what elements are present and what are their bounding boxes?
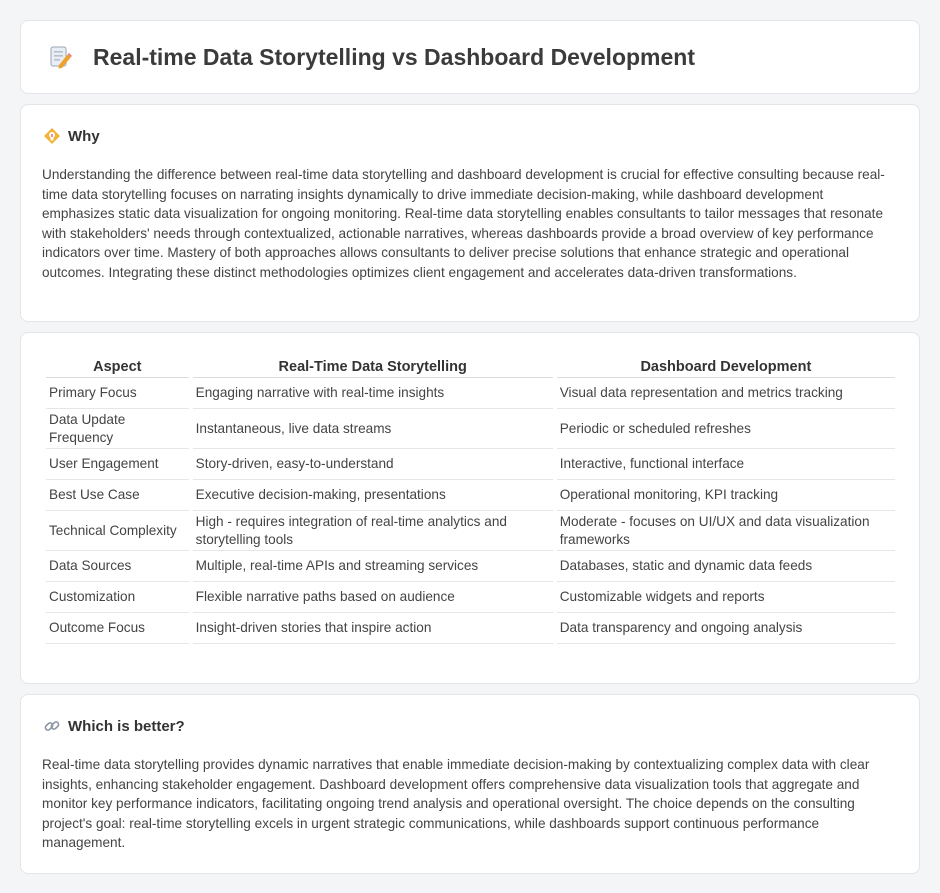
- table-row: [46, 582, 895, 613]
- real-time-cell: Executive decision-making, presentations: [193, 480, 553, 511]
- real-time-cell: Instantaneous, live data streams: [193, 409, 553, 449]
- real-time-cell: High - requires integration of real-time analytics and storytelling tools: [193, 511, 553, 551]
- which-is-better-title: Which is better?: [68, 717, 185, 735]
- real-time-cell: Flexible narrative paths based on audience: [193, 582, 553, 613]
- title-card: [20, 20, 920, 94]
- table-row: [46, 378, 895, 409]
- table-row: [46, 551, 895, 582]
- header-dashboard: Dashboard Development: [557, 355, 895, 378]
- dashboard-cell: Visual data representation and metrics tracking: [557, 378, 895, 409]
- aspect-cell: User Engagement: [46, 449, 189, 480]
- lightbulb-diamond-icon: [43, 127, 61, 145]
- table-header-row: [46, 355, 895, 378]
- aspect-cell: Best Use Case: [46, 480, 189, 511]
- dashboard-cell: Interactive, functional interface: [557, 449, 895, 480]
- aspect-cell: Customization: [46, 582, 189, 613]
- comparison-table: [42, 355, 899, 644]
- document-pen-icon: [47, 44, 73, 70]
- real-time-cell: Engaging narrative with real-time insights: [193, 378, 553, 409]
- dashboard-cell: Data transparency and ongoing analysis: [557, 613, 895, 644]
- aspect-cell: Outcome Focus: [46, 613, 189, 644]
- dashboard-cell: Databases, static and dynamic data feeds: [557, 551, 895, 582]
- dashboard-cell: Periodic or scheduled refreshes: [557, 409, 895, 449]
- why-text: Understanding the difference between real-time data storytelling and dashboard development is crucial for effective consulting because real-time data storytelling focuses on narrating insights dynamically to drive immediate decision-making, while dashboard development emphasizes static data visualization for ongoing monitoring. Real-time data storytelling enables consultants to tailor messages that resonate with stakeholders' needs through contextualized, actionable narratives, whereas dashboards provide a broad overview of key performance indicators over time. Mastery of both approaches allows consultants to deliver precise solutions that enhance strategic and operational outcomes. Integrating these distinct methodologies optimizes client engagement and accelerates data-driven transformations.: [42, 167, 885, 280]
- which-is-better-section: [20, 694, 920, 874]
- table-row: [46, 449, 895, 480]
- real-time-cell: Multiple, real-time APIs and streaming services: [193, 551, 553, 582]
- comparison-section: [20, 332, 920, 684]
- which-is-better-text: Real-time data storytelling provides dynamic narratives that enable immediate decision-making by contextualizing complex data with clear insights, enhancing stakeholder engagement. Dashboard development offers comprehensive data visualization tools that aggregate and monitor key performance indicators, facilitating ongoing trend analysis and operational oversight. The choice depends on the consulting project's goal: real-time storytelling excels in urgent strategic communications, while dashboards support continuous performance management.: [42, 757, 870, 851]
- why-section: [20, 104, 920, 322]
- aspect-cell: Technical Complexity: [46, 511, 189, 551]
- dashboard-cell: Customizable widgets and reports: [557, 582, 895, 613]
- aspect-cell: Data Sources: [46, 551, 189, 582]
- dashboard-cell: Operational monitoring, KPI tracking: [557, 480, 895, 511]
- table-row: [46, 409, 895, 449]
- header-aspect: Aspect: [46, 355, 189, 378]
- table-row: [46, 480, 895, 511]
- real-time-cell: Insight-driven stories that inspire action: [193, 613, 553, 644]
- table-row: [46, 613, 895, 644]
- dashboard-cell: Moderate - focuses on UI/UX and data visualization frameworks: [557, 511, 895, 551]
- link-icon: [43, 717, 61, 735]
- aspect-cell: Data Update Frequency: [46, 409, 189, 449]
- table-row: [46, 511, 895, 551]
- header-real-time: Real-Time Data Storytelling: [193, 355, 553, 378]
- page-title: Real-time Data Storytelling vs Dashboard Development: [93, 43, 695, 70]
- real-time-cell: Story-driven, easy-to-understand: [193, 449, 553, 480]
- aspect-cell: Primary Focus: [46, 378, 189, 409]
- why-title: Why: [68, 127, 100, 145]
